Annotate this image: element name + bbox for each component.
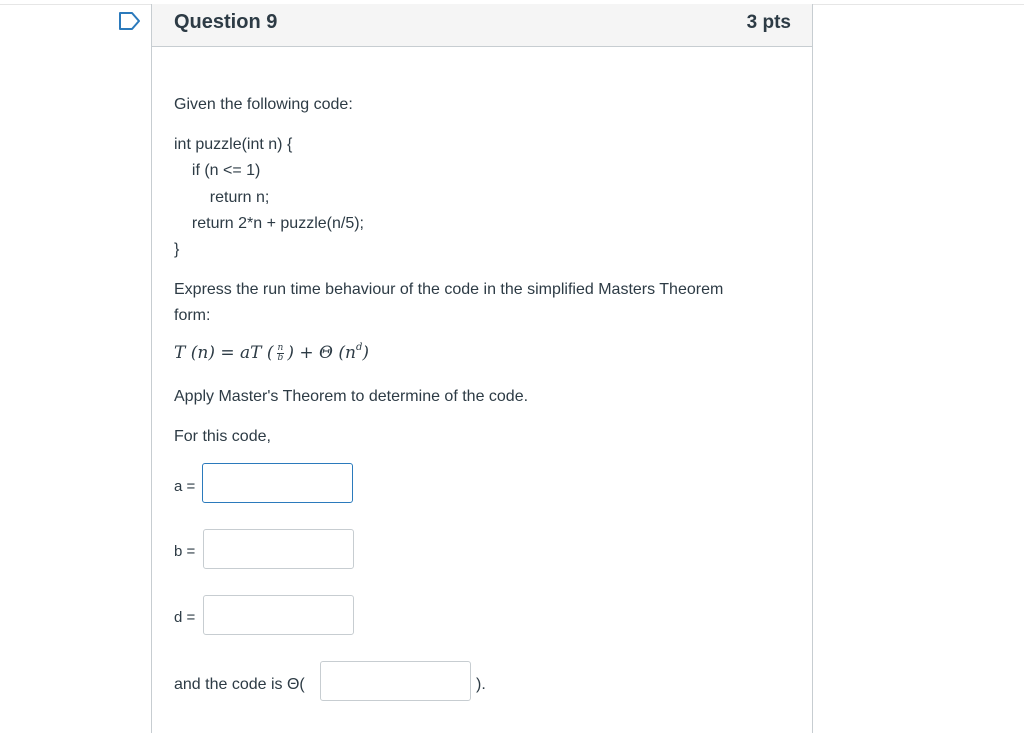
formula-end: ) [362, 343, 369, 363]
question-points: 3 pts [746, 12, 791, 33]
code-line-5: } [174, 241, 180, 258]
theta-input[interactable] [320, 661, 471, 701]
flag-question-icon[interactable] [118, 12, 142, 30]
formula-fraction [277, 344, 285, 363]
formula-lhs: T (n) = aT ( [174, 343, 274, 363]
code-line-3: return n; [192, 189, 270, 206]
masters-theorem-formula [174, 342, 369, 363]
d-label: d = [174, 609, 196, 626]
apply-text: Apply Master's Theorem to determine of the code. [174, 388, 529, 405]
a-input[interactable] [202, 463, 353, 503]
fraction-denominator: b [277, 353, 284, 363]
question-title: Question 9 [174, 11, 278, 33]
code-line-1: int puzzle(int n) { [174, 136, 293, 153]
b-input[interactable] [203, 529, 354, 569]
code-line-4: return 2*n + puzzle(n/5); [183, 215, 364, 232]
theta-prefix-text: and the code is Θ( [174, 676, 305, 693]
formula-mid: ) + Θ (n [287, 343, 356, 363]
d-input[interactable] [203, 595, 354, 635]
a-label: a = [174, 478, 196, 495]
express-text-line-2: form: [174, 307, 211, 324]
theta-suffix-text: ). [476, 676, 486, 693]
intro-text: Given the following code: [174, 96, 353, 113]
express-text-line-1: Express the run time behaviour of the code in the simplified Masters Theorem [174, 281, 724, 298]
b-label: b = [174, 543, 196, 560]
for-this-text: For this code, [174, 428, 271, 445]
fraction-numerator: n [277, 343, 284, 353]
question-header [152, 4, 812, 47]
formula-exponent: d [355, 342, 363, 353]
code-line-2: if (n <= 1) [183, 162, 261, 179]
